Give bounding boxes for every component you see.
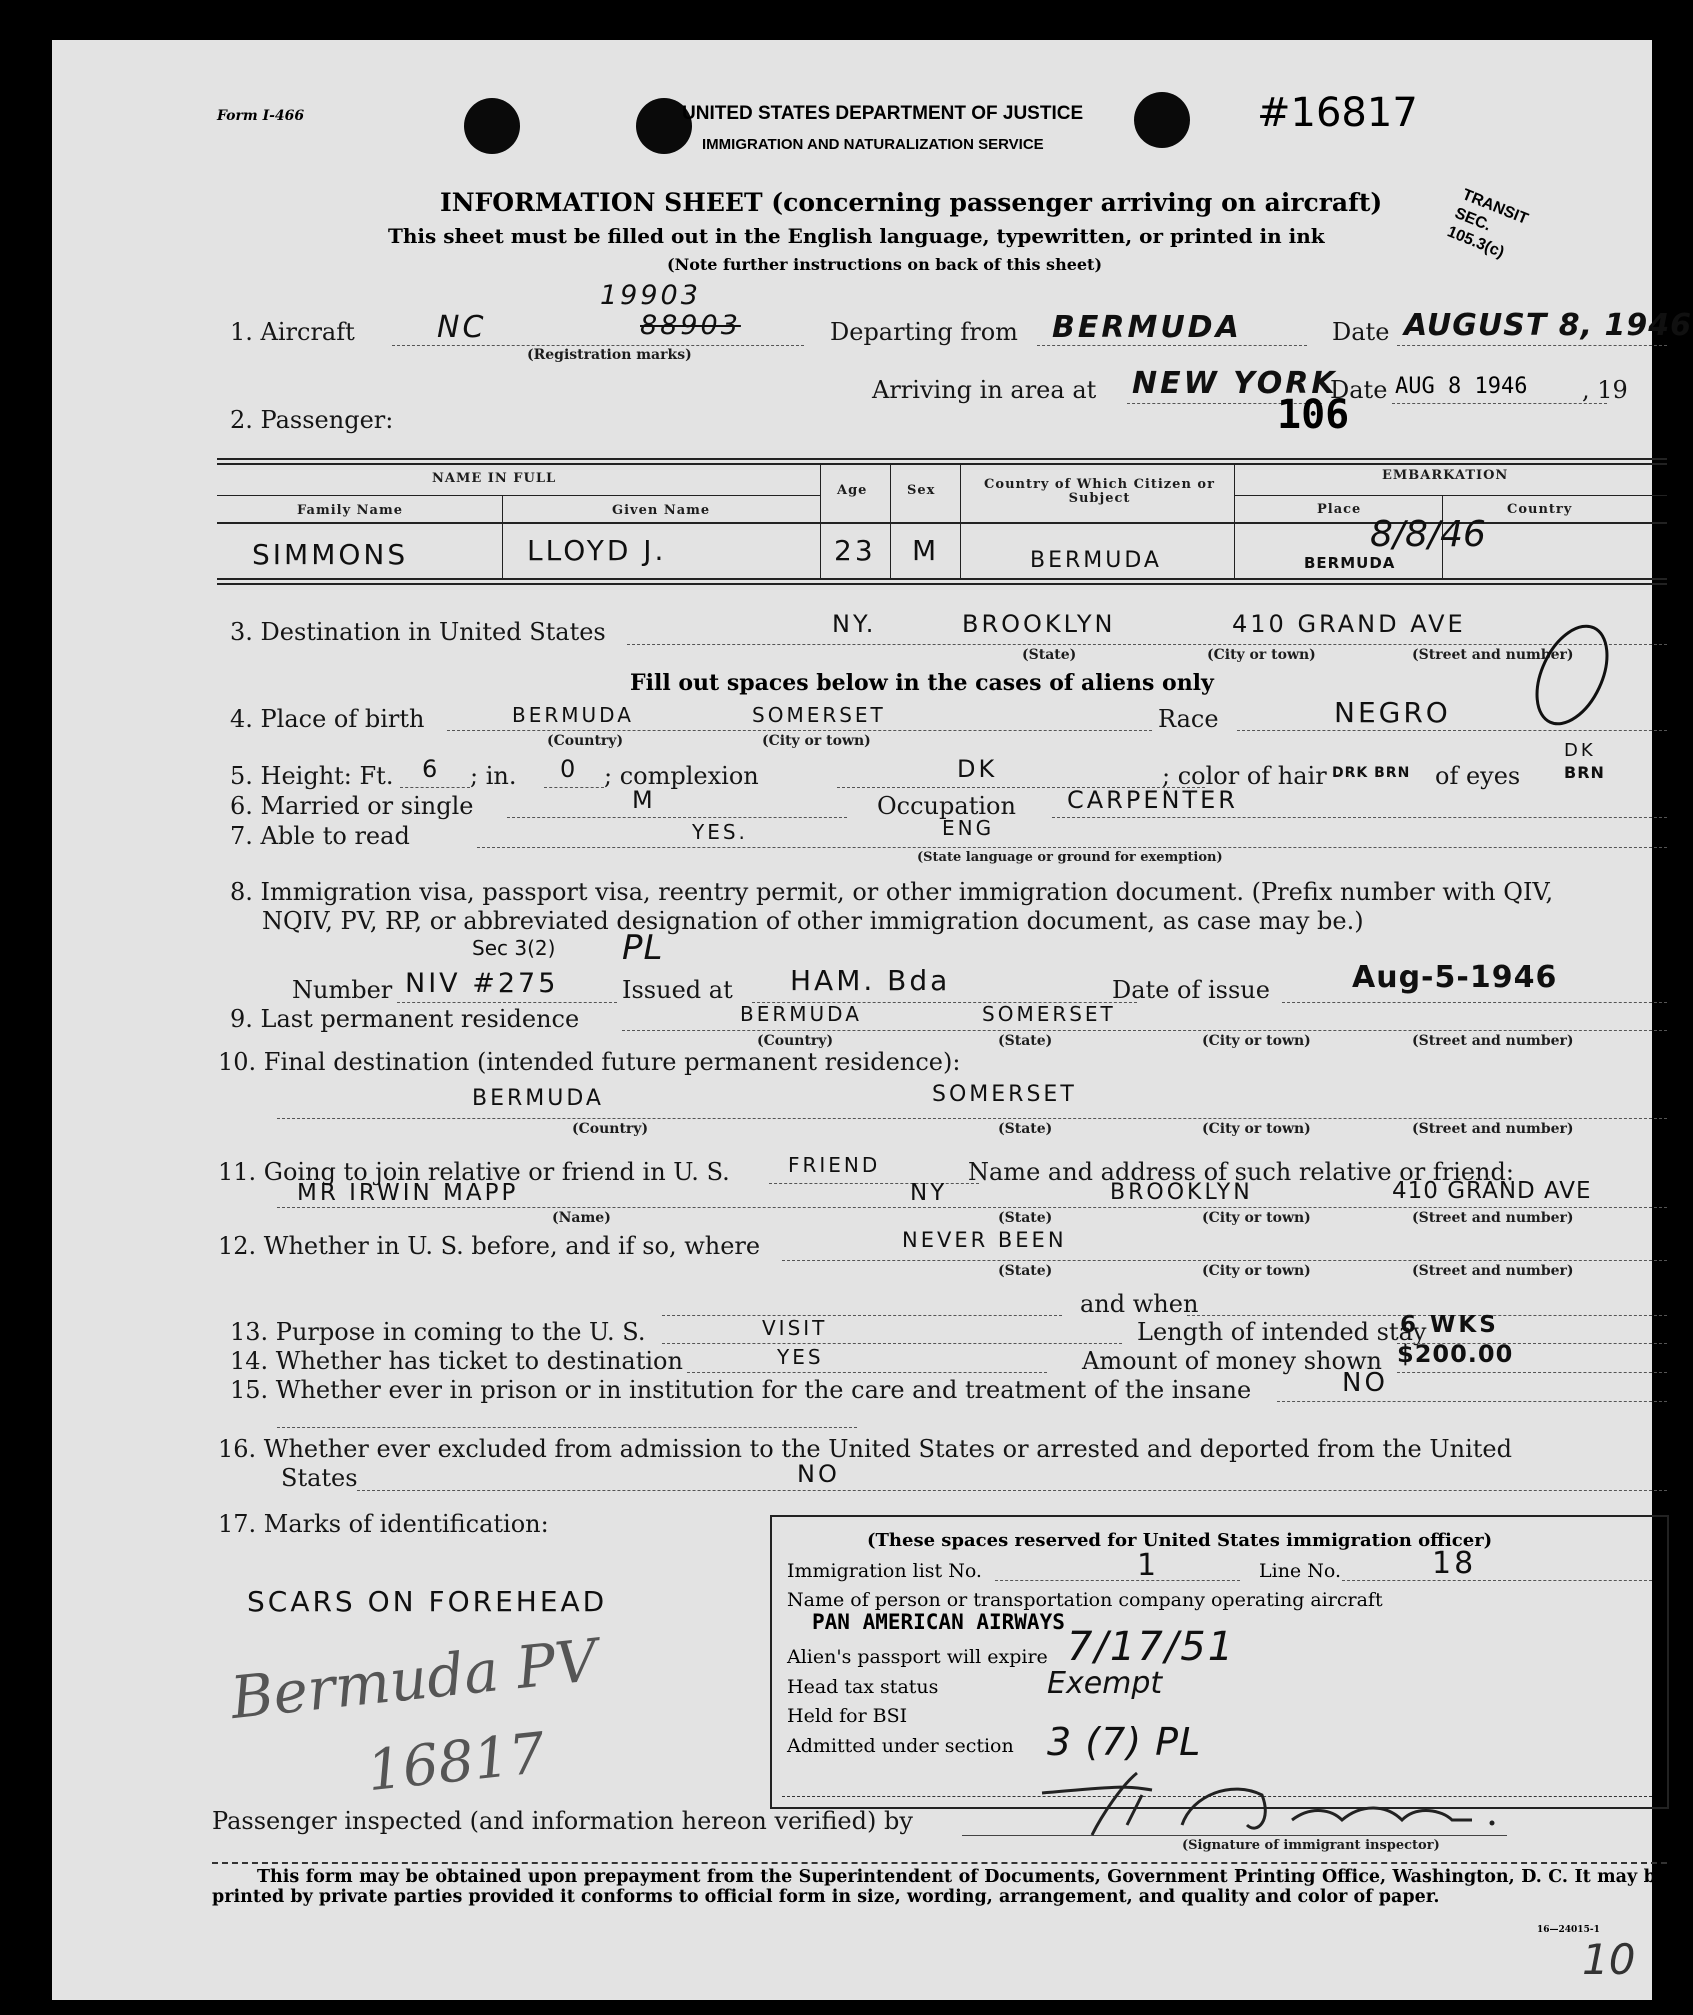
- service: IMMIGRATION AND NATURALIZATION SERVICE: [702, 136, 1044, 153]
- bsi-label: Held for BSI: [787, 1705, 908, 1727]
- purpose-value: VISIT: [762, 1316, 828, 1340]
- caption-city: (City or town): [1202, 1210, 1311, 1226]
- read-language: ENG: [942, 816, 995, 840]
- footer-code: 16—24015-1: [1537, 1925, 1600, 1935]
- occupation-label: Occupation: [877, 792, 1016, 820]
- height-ft: 6: [422, 755, 441, 783]
- aircraft-registration-old: 88903: [640, 310, 741, 341]
- prison-value: NO: [1342, 1368, 1388, 1398]
- form-sheet: [52, 40, 1692, 2000]
- instructions: This sheet must be filled out in the English language, typewritten, or printed in ink: [388, 224, 1325, 248]
- issued-label: Issued at: [622, 976, 733, 1004]
- arriving-value: NEW YORK: [1132, 366, 1338, 401]
- caption-street: (Street and number): [1412, 647, 1574, 663]
- complexion-value: DK: [957, 755, 998, 783]
- caption-state: (State): [998, 1210, 1053, 1226]
- caption-state: (State): [1022, 647, 1077, 663]
- col-country-citizen: Country of Which Citizen or Subject: [984, 477, 1215, 506]
- friend-city: BROOKLYN: [1110, 1180, 1253, 1205]
- residence-label: 9. Last permanent residence: [230, 1005, 580, 1033]
- given-name-value: LLOYD J.: [527, 534, 667, 567]
- age-value: 23: [834, 534, 876, 567]
- circle-mark: [1512, 615, 1632, 735]
- height-in: 0: [560, 755, 579, 783]
- departing-label: Departing from: [830, 318, 1018, 346]
- company-label: Name of person or transportation company operating aircraft: [787, 1589, 1383, 1611]
- list-label: Immigration list No.: [787, 1560, 982, 1582]
- caption-street: (Street and number): [1412, 1121, 1574, 1137]
- before-value: NEVER BEEN: [902, 1228, 1067, 1252]
- join-name-label: Name and address of such relative or friend:: [968, 1158, 1514, 1186]
- complexion-label: ; complexion: [604, 762, 759, 790]
- eyes-label: of eyes: [1435, 762, 1521, 790]
- arrival-year: , 19: [1582, 376, 1628, 404]
- and-when-label: and when: [1080, 1290, 1199, 1318]
- embark-place-value: BERMUDA: [1304, 554, 1396, 572]
- col-age: Age: [837, 483, 868, 498]
- caption-street: (Street and number): [1412, 1263, 1574, 1279]
- transit-stamp: TRANSIT SEC. 105.3(c): [1444, 186, 1531, 262]
- excluded-value: NO: [797, 1460, 840, 1488]
- registration-caption: (Registration marks): [527, 347, 692, 363]
- punch-hole: [1134, 92, 1190, 148]
- tax-label: Head tax status: [787, 1676, 939, 1698]
- final-destination-label: 10. Final destination (intended future permanent residence):: [218, 1048, 961, 1076]
- caption-city: (City or town): [1207, 647, 1316, 663]
- final-state: SOMERSET: [932, 1082, 1077, 1107]
- sex-value: M: [912, 534, 940, 567]
- caption-country: (Country): [757, 1033, 834, 1049]
- visa-number: NIV #275: [405, 968, 559, 999]
- height-in-label: ; in.: [470, 762, 517, 790]
- col-name-in-full: NAME IN FULL: [432, 471, 557, 486]
- caption-state: (State): [998, 1121, 1053, 1137]
- col-given-name: Given Name: [612, 503, 711, 518]
- passenger-label: 2. Passenger:: [230, 406, 394, 434]
- inspector-signature: [1032, 1765, 1512, 1840]
- section-value: 3 (7) PL: [1047, 1720, 1202, 1764]
- number-label: Number: [292, 976, 393, 1004]
- caption-country: (Country): [572, 1121, 649, 1137]
- read-caption: (State language or ground for exemption): [917, 850, 1223, 865]
- money-value: $200.00: [1397, 1340, 1514, 1368]
- line-value: 18: [1432, 1546, 1477, 1581]
- line-label: Line No.: [1259, 1560, 1341, 1582]
- caption-city: (City or town): [1202, 1033, 1311, 1049]
- date-value: AUGUST 8, 1946: [1404, 308, 1692, 343]
- document-title: INFORMATION SHEET (concerning passenger arriving on aircraft): [440, 188, 1383, 217]
- col-country: Country: [1507, 502, 1573, 517]
- visa-pl: PL: [622, 928, 664, 968]
- handwritten-number: 16817: [364, 1720, 549, 1805]
- caption-state: (State): [998, 1033, 1053, 1049]
- race-value: NEGRO: [1334, 696, 1451, 729]
- form-number: Form I-466: [217, 108, 305, 124]
- issue-date-value: Aug-5-1946: [1352, 960, 1558, 995]
- arrival-date-stamp: AUG 8 1946: [1395, 374, 1528, 399]
- aliens-heading: Fill out spaces below in the cases of aliens only: [630, 670, 1214, 696]
- departing-value: BERMUDA: [1052, 310, 1242, 345]
- handwritten-note: Bermuda PV: [227, 1625, 601, 1733]
- birth-country: BERMUDA: [512, 703, 634, 727]
- arriving-label: Arriving in area at: [872, 376, 1097, 404]
- note: (Note further instructions on back of this sheet): [667, 255, 1103, 274]
- birthplace-label: 4. Place of birth: [230, 705, 425, 733]
- inspected-label: Passenger inspected (and information hereon verified) by: [212, 1807, 913, 1835]
- before-label: 12. Whether in U. S. before, and if so, where: [218, 1232, 761, 1260]
- company-value: PAN AMERICAN AIRWAYS: [812, 1610, 1065, 1634]
- final-country: BERMUDA: [472, 1086, 604, 1111]
- height-label: 5. Height: Ft.: [230, 762, 394, 790]
- issued-value: HAM. Bda: [790, 964, 951, 997]
- caption-street: (Street and number): [1412, 1210, 1574, 1226]
- friend-name: MR IRWIN MAPP: [297, 1180, 519, 1206]
- hair-label: ; color of hair: [1162, 762, 1327, 790]
- marks-value: SCARS ON FOREHEAD: [247, 1585, 608, 1618]
- excluded-label-2: States: [281, 1464, 358, 1492]
- stay-value: 6 WKS: [1400, 1312, 1499, 1338]
- race-label: Race: [1158, 705, 1219, 733]
- section-label: Admitted under section: [787, 1735, 1014, 1757]
- list-value: 1: [1137, 1548, 1160, 1583]
- visa-number-note: Sec 3(2): [472, 936, 556, 960]
- family-name-value: SIMMONS: [252, 538, 409, 571]
- destination-street: 410 GRAND AVE: [1232, 610, 1466, 638]
- occupation-value: CARPENTER: [1067, 786, 1238, 814]
- visa-label: 8. Immigration visa, passport visa, reentry permit, or other immigration document. (Prefix number with QIV,: [230, 878, 1554, 906]
- purpose-label: 13. Purpose in coming to the U. S.: [230, 1318, 646, 1346]
- ticket-value: YES: [777, 1345, 824, 1369]
- caption-name: (Name): [552, 1210, 611, 1226]
- residence-state: SOMERSET: [982, 1002, 1116, 1026]
- passport-label: Alien's passport will expire: [787, 1646, 1048, 1668]
- ticket-label: 14. Whether has ticket to destination: [230, 1347, 683, 1375]
- read-value: YES.: [692, 820, 748, 844]
- citizen-value: BERMUDA: [1030, 548, 1162, 573]
- aircraft-registration-new: 19903: [600, 280, 701, 311]
- friend-state: NY: [910, 1180, 948, 1206]
- hair-value: DRK BRN: [1332, 765, 1411, 781]
- caption-city: (City or town): [1202, 1263, 1311, 1279]
- caption-city: (City or town): [762, 733, 871, 749]
- caption-country: (Country): [547, 733, 624, 749]
- eyes-value-top: DK: [1564, 740, 1596, 761]
- visa-label-2: NQIV, PV, RP, or abbreviated designation of other immigration document, as case may be.): [262, 907, 1364, 935]
- join-label: 11. Going to join relative or friend in U. S.: [218, 1158, 730, 1186]
- punch-hole: [464, 98, 520, 154]
- footer-text: This form may be obtained upon prepayment from the Superintendent of Documents, Government Printing Office, Washington, D. C. It may be printed by private parties provided it conforms to official form in size, wording, arrangement, and quality and color of paper.: [212, 1867, 1667, 1907]
- stay-label: Length of intended stay: [1137, 1318, 1427, 1346]
- join-value: FRIEND: [788, 1153, 881, 1177]
- arrival-date-label: Date: [1330, 376, 1388, 404]
- aircraft-prefix: NC: [437, 310, 487, 345]
- caption-street: (Street and number): [1412, 1033, 1574, 1049]
- date-label: Date: [1332, 318, 1390, 346]
- col-place: Place: [1317, 502, 1362, 517]
- excluded-label: 16. Whether ever excluded from admission to the United States or arrested and deported from the United: [218, 1435, 1512, 1463]
- passport-value: 7/17/51: [1067, 1624, 1236, 1670]
- issue-date-label: Date of issue: [1112, 976, 1270, 1004]
- col-sex: Sex: [907, 483, 936, 498]
- embark-date-value: 8/8/46: [1370, 514, 1486, 555]
- page-number: 10: [1582, 1935, 1636, 1984]
- officer-title: (These spaces reserved for United States immigration officer): [867, 1530, 1493, 1551]
- tax-value: Exempt: [1047, 1666, 1163, 1701]
- destination-state: NY.: [832, 610, 877, 638]
- birth-city: SOMERSET: [752, 703, 886, 727]
- aircraft-label: 1. Aircraft: [230, 318, 355, 346]
- col-embarkation: EMBARKATION: [1382, 468, 1509, 483]
- prison-label: 15. Whether ever in prison or in institution for the care and treatment of the insane: [230, 1376, 1252, 1404]
- read-label: 7. Able to read: [230, 822, 410, 850]
- married-value: M: [632, 786, 656, 814]
- money-label: Amount of money shown: [1082, 1347, 1382, 1375]
- department: UNITED STATES DEPARTMENT OF JUSTICE: [682, 103, 1084, 124]
- col-family-name: Family Name: [297, 503, 403, 518]
- caption-city: (City or town): [1202, 1121, 1311, 1137]
- file-number: #16817: [1257, 90, 1418, 136]
- signature-caption: (Signature of immigrant inspector): [1182, 1838, 1440, 1853]
- friend-street: 410 GRAND AVE: [1392, 1178, 1592, 1204]
- stamp-number: 106: [1277, 392, 1350, 438]
- destination-label: 3. Destination in United States: [230, 618, 606, 646]
- marks-label: 17. Marks of identification:: [218, 1510, 549, 1538]
- married-label: 6. Married or single: [230, 792, 474, 820]
- destination-city: BROOKLYN: [962, 610, 1116, 638]
- caption-state: (State): [998, 1263, 1053, 1279]
- footer-rule: [212, 1862, 1667, 1864]
- eyes-value: BRN: [1564, 763, 1605, 782]
- residence-country: BERMUDA: [740, 1002, 862, 1026]
